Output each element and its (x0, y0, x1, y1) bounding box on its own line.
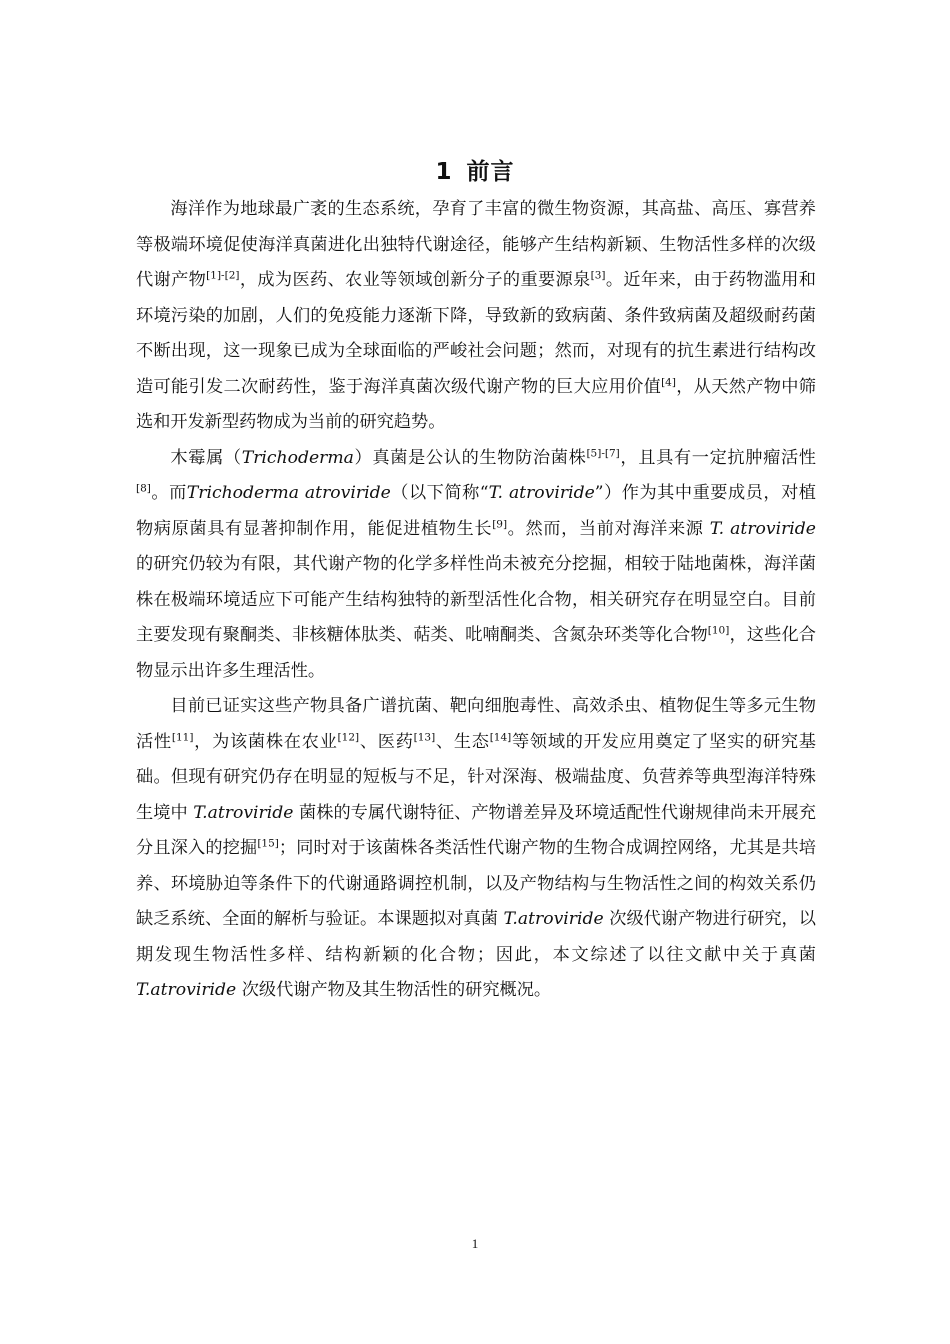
section-number: 1 (435, 159, 453, 186)
text-span: ，这些化合物显示出许多生理活性。 (136, 625, 816, 681)
text-span: 海洋作为地球最广袤的生态系统，孕育了丰富的微生物资源，其高盐、高压、寡营养等极端环境促使海洋真菌进化出独特代谢途径，能够产生结构新颖、生物活性多样的次级代谢产物 (136, 199, 816, 290)
section-heading (0, 153, 950, 186)
species-name: T. atroviride (488, 483, 595, 503)
paragraph-3 (136, 689, 816, 1009)
text-span: 木霉属（ (170, 447, 242, 468)
species-name: T. atroviride (709, 518, 816, 539)
text-span: ，从天然产物中筛选和开发新型药物成为当前的研究趋势。 (136, 376, 816, 432)
text-span: ”）作为其中重要成员，对植物病原菌具有显著抑制作用，能促进植物生长 (136, 483, 816, 539)
paragraph-2 (136, 441, 816, 690)
citation: [1]-[2] (206, 269, 240, 282)
text-span: 等领域的开发应用奠定了坚实的研究基础。但现有研究仍存在明显的短板与不足，针对深海、极端盐度、负营养等典型海洋特殊生境中 (136, 731, 816, 823)
text-span: 。然而，当前对海洋来源 (507, 518, 704, 539)
species-name: Trichoderma (241, 447, 354, 468)
page-number: 1 (471, 1236, 479, 1251)
section-title: 前言 (466, 159, 515, 186)
body-text (136, 192, 816, 1009)
citation: [11] (171, 730, 194, 743)
citation: [10] (707, 624, 730, 637)
text-span: ，为该菌株在农业 (193, 731, 338, 752)
text-span: 次级代谢产物进行研究，以期发现生物活性多样、结构新颖的化合物；因此，本文综述了以往文献中关于真菌 (136, 909, 816, 965)
citation: [14] (489, 730, 512, 743)
text-span: 的研究仍较为有限，其代谢产物的化学多样性尚未被充分挖掘，相较于陆地菌株，海洋菌株在极端环境适应下可能产生结构独特的新型活性化合物，相关研究存在明显空白。目前主要发现有聚酮类、非核糖体肽类、萜类、吡喃酮类、含氮杂环类等化合物 (136, 554, 816, 645)
citation: [3] (590, 269, 606, 282)
text-span: 。近年来，由于药物滥用和环境污染的加剧，人们的免疫能力逐渐下降，导致新的致病菌、条件致病菌及超级耐药菌不断出现，这一现象已成为全球面临的严峻社会问题；然而，对现有的抗生素进行结构改造可能引发二次耐药性，鉴于海洋真菌次级代谢产物的巨大应用价值 (136, 270, 816, 397)
citation: [13] (413, 730, 436, 743)
text-span: 菌株的专属代谢特征、产物谱差异及环境适配性代谢规律尚未开展充分且深入的挖掘 (136, 802, 816, 858)
species-name: T.atroviride (503, 909, 604, 929)
species-name: T.atroviride (193, 802, 294, 823)
species-name: Trichoderma atroviride (186, 483, 391, 503)
citation: [8] (136, 482, 151, 495)
citation: [5]-[7] (586, 446, 620, 459)
citation: [9] (492, 517, 508, 530)
text-span: 。而 (150, 483, 187, 503)
text-span: ，成为医药、农业等领域创新分子的重要源泉 (239, 270, 591, 290)
text-span: 、医药 (359, 731, 414, 752)
citation: [12] (337, 730, 360, 743)
text-span: （以下简称“ (390, 483, 489, 503)
text-span: ）真菌是公认的生物防治菌株 (353, 447, 587, 468)
text-span: ；同时对于该菌株各类活性代谢产物的生物合成调控网络，尤其是共培养、环境胁迫等条件下的代谢通路调控机制，以及产物结构与生物活性之间的构效关系仍缺乏系统、全面的解析与验证。本课题拟对真菌 (136, 838, 816, 929)
text-span: ，且具有一定抗肿瘤活性 (619, 447, 816, 468)
paragraph-1 (136, 192, 816, 441)
text-span: 目前已证实这些产物具备广谱抗菌、靶向细胞毒性、高效杀虫、植物促生等多元生物活性 (136, 696, 816, 752)
citation: [4] (661, 375, 676, 388)
citation: [15] (257, 837, 279, 850)
text-span: 、生态 (435, 731, 490, 752)
species-name: T.atroviride (136, 980, 237, 1000)
text-span: 次级代谢产物及其生物活性的研究概况。 (241, 980, 552, 1000)
